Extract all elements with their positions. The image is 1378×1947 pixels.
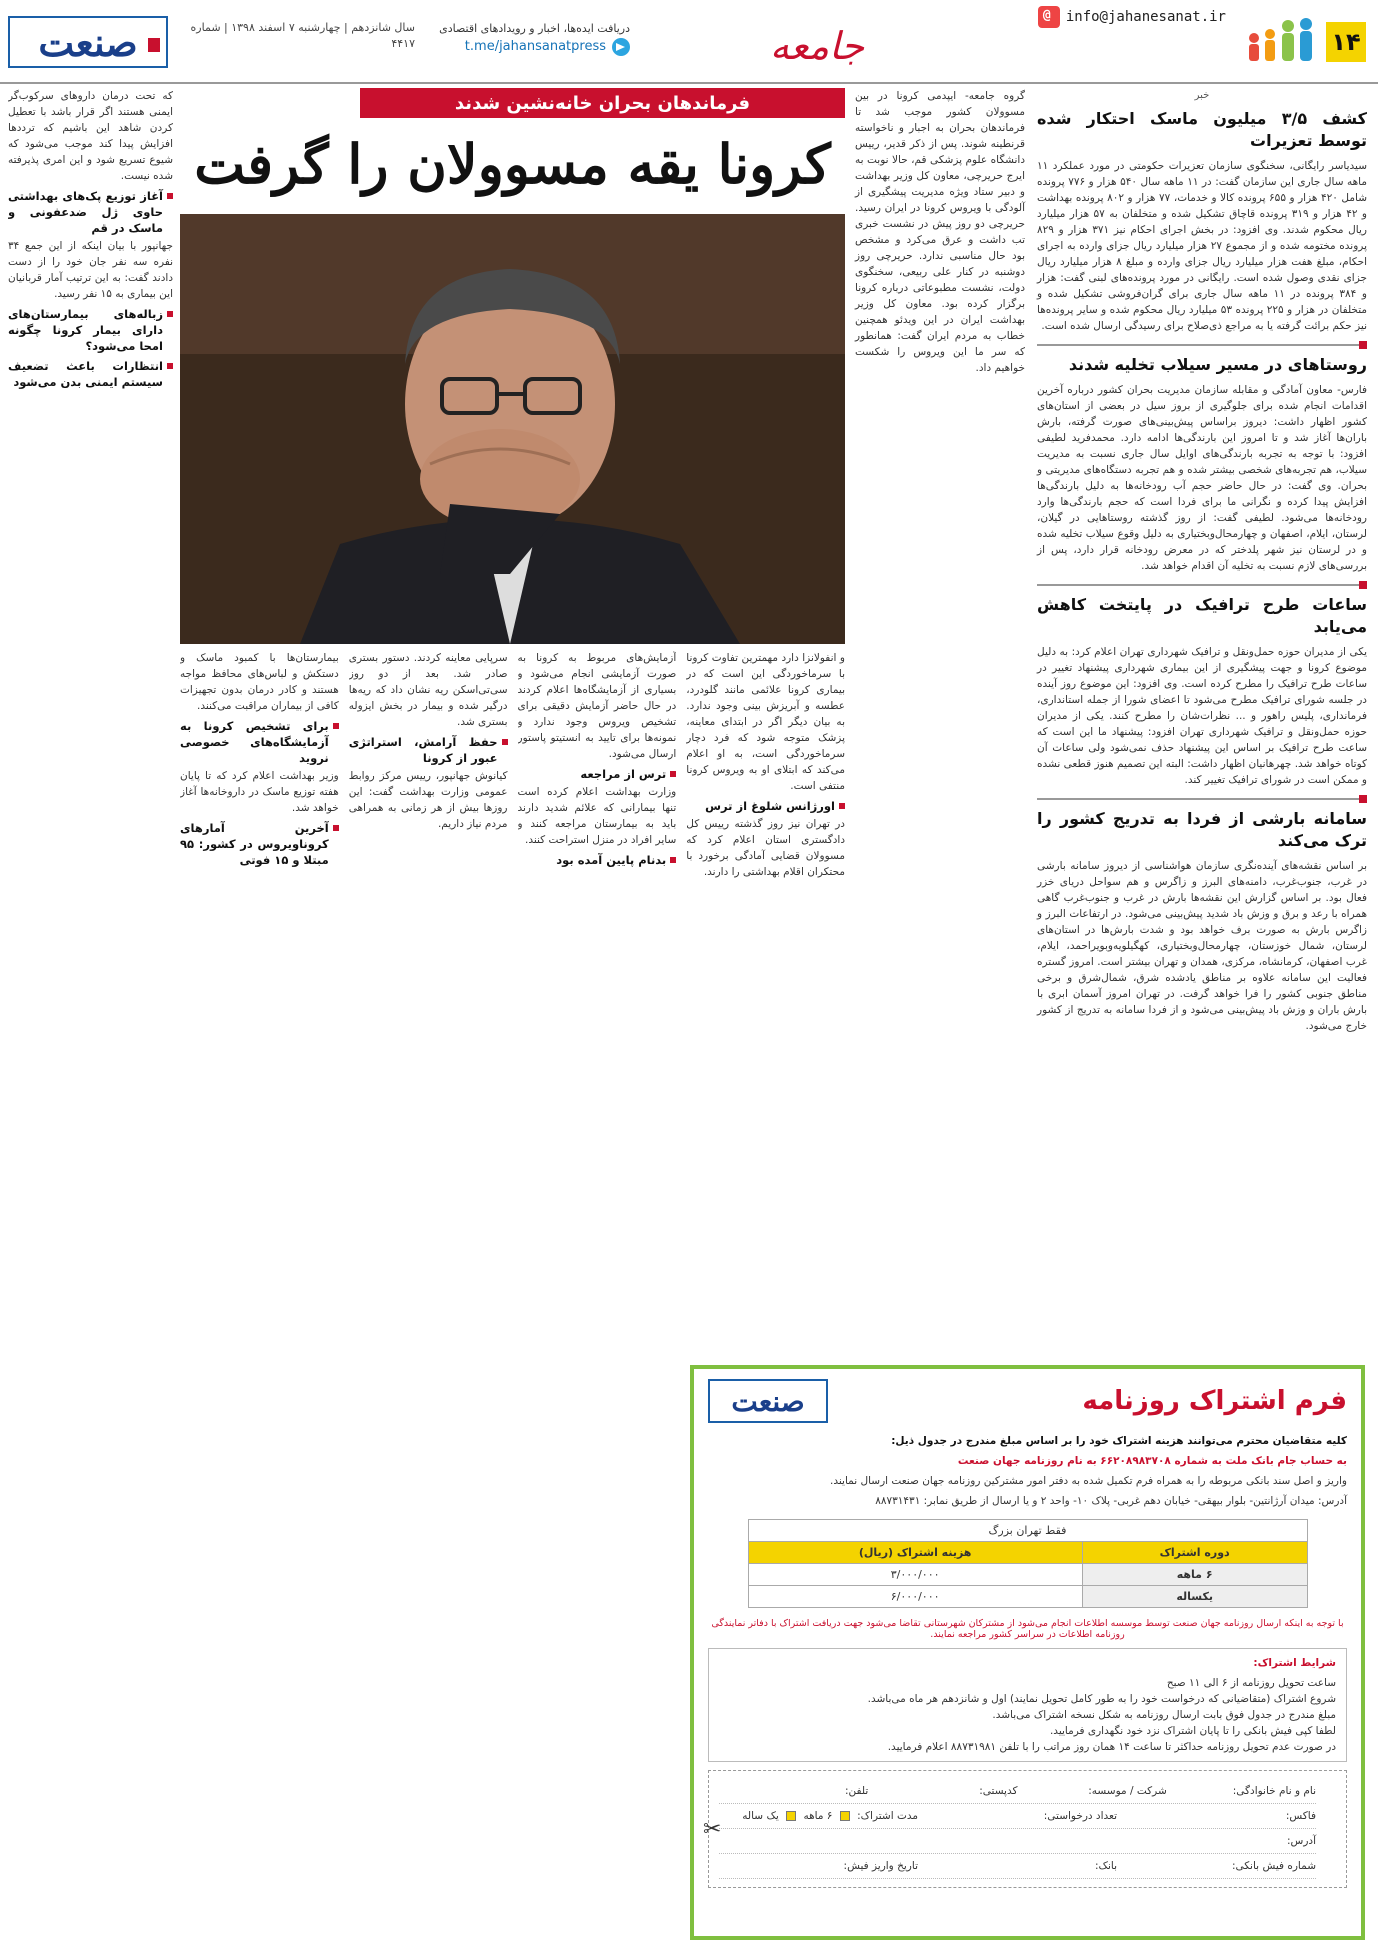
story-paragraph: در تهران نیز روز گذشته رییس کل دادگستری استان اعلام کرد که مسوولان قضایی آمادگی برخورد با محتکران اقلام بهداشتی را دارند. (686, 818, 845, 878)
main-story-kicker: فرماندهان بحران خانه‌نشین شدند (360, 88, 845, 118)
subscription-intro (708, 1433, 1347, 1449)
divider (1037, 798, 1367, 800)
story-subhead: آخرین آمارهای کروناویروس در کشور: ۹۵ مبتلا و ۱۵ فوتی (180, 820, 339, 868)
brief-kicker: خبر (1194, 90, 1210, 101)
bank-field[interactable]: بانک: (1095, 1860, 1117, 1872)
intro-text: کلیه متقاضیان محترم می‌توانند هزینه اشتراک خود را بر اساس مبلغ مندرج در جدول ذیل: (891, 1435, 1347, 1447)
duration-field[interactable] (719, 1810, 918, 1822)
story-paragraph: وزارت بهداشت اعلام کرده است تنها بیمارانی که علائم شدید دارند باید به بیمارستان مراجعه کنند و سایر افراد در منزل استراحت کنند. (517, 786, 677, 846)
page-number: ۱۴ (1326, 22, 1366, 62)
subscriber-fields (703, 1770, 1347, 1888)
duration-label: مدت اشتراک: (857, 1810, 918, 1822)
one-year-checkbox[interactable] (786, 1811, 796, 1821)
table-row (748, 1564, 1307, 1586)
postal-code-field[interactable]: کدپستی: (979, 1785, 1018, 1797)
quantity-field[interactable]: تعداد درخواستی: (1043, 1810, 1117, 1822)
scissors-icon: ✂ (703, 1817, 722, 1843)
telegram-icon (612, 38, 630, 56)
table-row (748, 1586, 1307, 1608)
story-subhead: حفظ آرامش، استراتژی عبور از کرونا (349, 734, 508, 766)
mailing-address: آدرس: میدان آرژانتین- بلوار بیهقی- خیابان دهم غربی- پلاک ۱۰- واحد ۲ و یا ارسال از طریق نمابر: ۸۸۷۳۱۴۳۱ (875, 1495, 1347, 1507)
newspaper-logo (8, 16, 168, 68)
field-row (719, 1804, 1316, 1829)
condition-item: ساعت تحویل روزنامه از ۶ الی ۱۱ صبح (1166, 1677, 1336, 1689)
brief-body: بر اساس نقشه‌های آینده‌نگری سازمان هواشناسی از دیروز سامانه بارشی در غرب، جنوب‌غرب، دامنه‌های البرز و زاگرس و هم ‌سواحل دریای خزر فعال بود. بر اساس گزارش این نقشه‌ها بارش در غرب و جنوب‌غرب گاهی همراه با رعد و برق و وزش باد شدید پیش‌بینی می‌شود. در ارتفاعات البرز و زاگرس بارش به صورت برف خواهد بود و شدت بارش‌ها در استان‌های لرستان، شمال خوزستان، چهارمحال‌وبختیاری، کهگیلویه‌وبویراحمد، ایلام، غرب اصفهان، کرمانشاه، مرکزی، همدان و تهران بیشتر است. امروز گستره فعالیت این سامانه علاوه بر مناطق یادشده شرق، شمال‌شرق و برخی مناطق جنوبی کشور را فرا خواهد گرفت. در تهران امروز آسمان ابری با بارش باران و وزش باد پیش‌بینی می‌شود و از فردا سامانه به تدریج از کشور خارج می‌شود. (1037, 860, 1367, 1032)
table-label: فقط تهران بزرگ (748, 1520, 1307, 1542)
official-portrait-image (180, 214, 845, 644)
story-paragraph: آزمایش‌های مربوط به کرونا به صورت آزمایشی انجام می‌شود و بسیاری از آزمایشگاه‌ها اعلام کردند در حال حاضر آزمایش دقیقی برای تشخیص ویروس وجود ندارد و نمونه‌ها برای تایید به انستیتو پاستور ارسال می‌شود. (517, 652, 677, 760)
name-field[interactable]: نام و نام خانوادگی: (1232, 1785, 1316, 1797)
main-story-body (180, 650, 845, 1450)
conditions-title: شرایط اشتراک: (1253, 1657, 1336, 1669)
story-subhead: بدنام پایین آمده بود (518, 852, 677, 868)
channel-info (430, 20, 630, 56)
brief-title: روستاهای در مسیر سیلاب تخلیه شدند (1068, 355, 1367, 374)
story-paragraph: کیانوش جهانپور، رییس مرکز روابط عمومی وزارت بهداشت گفت: این روزها بیش از هر زمانی به همراهی مردم نیاز داریم. (348, 770, 508, 830)
phone-field[interactable]: تلفن: (845, 1785, 869, 1797)
brief-title: کشف ۳/۵ میلیون ماسک احتکار شده توسط تعزیرات (1037, 109, 1367, 150)
story-paragraph: که تحت درمان داروهای سرکوب‌گر ایمنی هستند اگر قرار باشد با تعطیل کردن شاهد این باشیم که تردد‌ها افزایش پیدا کند موجب می‌شود که شیوع تسریع شود و این امری پذیرفته شده نیست. (8, 90, 173, 182)
condition-item: در صورت عدم تحویل روزنامه حداکثر تا ساعت ۱۴ همان روز مراتب را با تلفن ۸۸۷۳۱۹۸۱ اعلام فرمایید. (887, 1741, 1336, 1753)
divider (1037, 584, 1367, 586)
story-subhead: اورژانس شلوغ از ترس (686, 798, 845, 814)
subscription-title: فرم اشتراک روزنامه (1082, 1386, 1347, 1416)
conditions-box (708, 1648, 1347, 1762)
section-title: جامعه (770, 24, 865, 68)
story-column (518, 650, 677, 1450)
column-header: هزینه اشتراک (ریال) (748, 1542, 1082, 1564)
story-subhead: زباله‌های بیمارستان‌های دارای بیمار کرونا چگونه امحا می‌شود؟ (8, 306, 173, 354)
family-icon (1240, 14, 1320, 70)
company-field[interactable]: شرکت / موسسه: (1088, 1785, 1167, 1797)
story-column (180, 650, 339, 1450)
field-row (719, 1854, 1316, 1879)
issue-info: سال شانزدهم | چهارشنبه ۷ اسفند ۱۳۹۸ | شماره ۴۴۱۷ (190, 21, 415, 50)
brief-title: سامانه بارشی از فردا به تدریج کشور را ترک می‌کند (1037, 809, 1367, 850)
email-contact[interactable] (1038, 6, 1226, 28)
continuation-column (8, 88, 173, 1938)
channel-caption: دریافت ایده‌ها، اخبار و رویدادهای اقتصادی (439, 22, 630, 35)
news-briefs-column (1037, 88, 1367, 1044)
fax-field[interactable]: فاکس: (1285, 1810, 1316, 1822)
main-story-lead: گروه جامعه- ایپدمی کرونا در بین مسوولان کشور موجب شد تا فرماندهان بحران به اجبار و ناخواسته قرنطینه شوند. پس از ذکر قدیر، رییس دانشگاه علوم پزشکی قم، حالا نوبت به ایرج حریرچی، معاون کل وزیر بهداشت و دبیر ستاد ویژه مدیریت پیشگیری از آلودگی با ویروس کرونا در ایران رسید. حریرچی دو روز پیش در نشست خبری تب داشت و عرق می‌کرد و مشخص بود حال مناسبی ندارد. حریرچی روز دوشنبه در کنار علی ربیعی، سخنگوی دولت، نشست مطبوعاتی درباره کرونا برگزار کرده بود. معاون کل وزیر بهداشت ایران در این ویدئو همچنین خطاب به مردم ایران گفت: همانطور که سر ما این ویروس را شکست خواهیم داد. (855, 90, 1025, 374)
condition-item: لطفا کپی فیش بانکی را تا پایان اشتراک نزد خود نگهداری فرمایید. (1049, 1725, 1336, 1737)
story-paragraph: بیمارستان‌ها با کمبود ماسک و دستکش و لباس‌های محافظ مواجه هستند و کادر درمان بدون تجهیزات کافی از بیماران مراقبت می‌کنند. (180, 652, 339, 712)
page-header (0, 0, 1378, 84)
logo-text: صنعت (38, 19, 138, 65)
column-header: دوره اشتراک (1082, 1542, 1307, 1564)
six-month-label: ۶ ماهه (803, 1810, 833, 1822)
subscription-form (690, 1365, 1365, 1940)
brief-body: سیدیاسر رایگانی، سخنگوی سازمان تعزیرات حکومتی در مورد عملکرد ۱۱ ماهه سال جاری این سازمان گفت: در ۱۱ ماهه سال ۵۴۰ هزار و ۷۷۶ پرونده شامل ۴۲۰ هزار و ۶۵۵ پرونده کالا و خدمات، ۷۷ هزار و ۸۰۲ پرونده بهداشت و ۴۲ هزار و ۳۱۹ پرونده قاچاق تشکیل شده و متخلفان به ۵۷ هزار میلیارد ریال محکوم شدند. وی افزود: در بخش اجرای احکام نیز ۳۷۱ هزار و ۸۲۹ پرونده مختومه شده و از مجموع ۲۷ هزار میلیارد ریال جزای وارده به اجرای احکام، مبلغ هفت هزار میلیارد ریال جزای وارده و مبلغ ۸ هزار میلیارد ریال جزای نقدی وصول شده است. رایگانی در مورد پرونده‌های لبنی گفت: هزار و ۳۸۴ پرونده در ۱۱ ماهه سال جاری برای گران‌فروشی تشکیل شده و متخلفان در هزار و ۲۲۵ پرونده ۵۳ میلیارد ریال محکوم شده و سایر پرونده‌ها نیز حکم برائت گرفته یا به مراجع ذی‌صلاح برای رسیدگی ارسال شده است. (1037, 160, 1367, 332)
story-paragraph: جهانپور با بیان اینکه از این جمع ۳۴ نفره سه نفر جان خود را از دست دادند گفت: به این ترتیب آمار قربانیان این بیماری به ۱۵ نفر رسید. (8, 240, 173, 300)
story-column (349, 650, 508, 1450)
brief-title: ساعات طرح ترافیک در پایتخت کاهش می‌یابد (1037, 595, 1367, 636)
account-info: به حساب جام بانک ملت به شماره ۶۶۲۰۸۹۸۳۷۰۸ به نام روزنامه جهان صنعت (957, 1455, 1347, 1467)
provincial-note: با توجه به اینکه ارسال روزنامه جهان صنعت توسط موسسه اطلاعات انجام می‌شود از مشترکان شهرستانی تقاضا می‌شود جهت دریافت اشتراک با دفاتر نمایندگی روزنامه اطلاعات در سراسر کشور مراجعه نمایند. (711, 1618, 1344, 1640)
field-row (719, 1829, 1316, 1854)
address-field[interactable]: آدرس: (1286, 1835, 1316, 1847)
story-subhead: برای تشخیص کرونا به آزمایشگاه‌های خصوصی نروید (180, 718, 339, 766)
story-paragraph: وزیر بهداشت اعلام کرد که تا پایان هفته توزیع ماسک در داروخانه‌ها آغاز خواهد شد. (180, 770, 339, 814)
instructions: واریز و اصل سند بانکی مربوطه را به همراه فرم تکمیل شده به دفتر امور مشترکین روزنامه جهان صنعت ارسال نمایند. (830, 1475, 1347, 1487)
story-column (686, 650, 845, 1450)
table-cell: یکساله (1082, 1586, 1307, 1608)
condition-item: مبلغ مندرج در جدول فوق بابت ارسال روزنامه به شکل نسخه اشتراک می‌باشد. (992, 1709, 1336, 1721)
deposit-date-field[interactable]: تاریخ واریز فیش: (843, 1860, 918, 1872)
receipt-number-field[interactable]: شماره فیش بانکی: (1231, 1860, 1316, 1872)
divider (1037, 344, 1367, 346)
story-subhead: ترس از مراجعه (518, 766, 677, 782)
story-paragraph: سرپایی معاینه کردند. دستور بستری صادر شد. بعد از دو روز سی‌تی‌اسکن ریه نشان داد که ریه‌ها درگیر شده و بیمار در بخش ایزوله بستری شد. (348, 652, 508, 728)
main-story-title: کرونا یقه مسوولان را گرفت (194, 132, 831, 196)
email-icon (1038, 6, 1060, 28)
email-address: info@jahanesanat.ir (1065, 9, 1226, 25)
table-cell: ۳/۰۰۰/۰۰۰ (748, 1564, 1082, 1586)
subscription-header (708, 1379, 1347, 1423)
table-cell: ۶/۰۰۰/۰۰۰ (748, 1586, 1082, 1608)
subscription-logo: صنعت (708, 1379, 828, 1423)
main-story-photo (180, 214, 845, 644)
story-subhead: انتظارات باعث تضعیف سیستم ایمنی بدن می‌شود (8, 358, 173, 390)
telegram-link[interactable] (430, 38, 630, 56)
story-subhead: آغاز توزیع پک‌های بهداشتی حاوی ژل ضدعفونی و ماسک در قم (8, 188, 173, 236)
condition-item: شروع اشتراک (متقاضیانی که درخواست خود را به طور کامل تحویل نمایند) اول و شانزدهم هر ماه می‌باشد. (867, 1693, 1336, 1705)
telegram-url: t.me/jahansanatpress (464, 39, 606, 54)
field-row (719, 1779, 1316, 1804)
brief-body: یکی از مدیران حوزه حمل‌ونقل و ترافیک شهرداری تهران اعلام کرد: به دلیل موضوع کرونا و جهت پیشگیری از این بیماری شهرداری پیشنهاد تغییر در ساعات طرح ترافیک را مطرح کرده است. وی افزود: این موضوع روز آینده در جلسه شورای ترافیک مطرح می‌شود تا اعضای شورا از جمله استانداری، فرمانداری، پلیس راهور و ... نظرات‌شان را مطرح کنند. یکی از مدیران حوزه حمل‌ونقل و ترافیک شهرداری تهران افزود: پیشنهاد ما این است که ساعت طرح ترافیک بر اساس این پیشنهاد حذف نمی‌شود ولی ساعات آن کوتاه خواهد شد. چهرهانیان اظهار داشت: البته این تصمیم هنوز قطعی نشده و ممکن است در شورای ترافیک تغییر کند. (1037, 646, 1367, 786)
story-paragraph: و انفولانزا دارد مهمترین تفاوت کرونا با سرماخوردگی این است که در بیماری کرونا علائمی مانند گلودرد، عطسه و آبریزش بینی وجود ندارد. به بیان دیگر اگر در ابتدای معاینه، پزشک متوجه شود که فرد دچار سرماخوردگی است، به او اعلام می‌کند که ابتلای او به ویروس کرونا منتفی است. (686, 652, 845, 792)
six-month-checkbox[interactable] (840, 1811, 850, 1821)
brief-body: فارس- معاون آمادگی و مقابله سازمان مدیریت بحران کشور درباره آخرین اقدامات انجام شده برای جلوگیری از بروز سیل در بعضی از استان‌های کشور اظهار داشت: دیروز براساس پیش‌بینی‌های صورت گرفته، بارش باران‌ها آغاز شد و تا امروز این بارندگی‌ها ادامه دارد. محمدفرید لطیفی افزود: با توجه به تجربه بارندگی‌های اوایل سال جاری نسبت به مدیریت سیلاب، هم تجربه‌های شخصی بیشتر شده و هم تجربه دستگاه‌های مدیریتی و بحران. وی گفت: در حال حاضر حجم آب رودخانه‌ها به دلیل بارندگی‌ها افزایش پیدا کرده و نگرانی ما برای فردا است که حجم بارندگی‌ها وارد رودخانه‌ها می‌شود. لطیفی گفت: از روز گذشته روستاهایی در گیلان، لرستان، ایلام، اصفهان و چهارمحال‌وبختیاری به دلیل وقوع سیلاب تخلیه شده و در لرستان نیز شهر پلدختر که در معرض رودخانه قرار دارد، پس از بررسی‌های لازم نسبت به تخلیه آن اقدام خواهد شد. (1037, 384, 1367, 572)
logo-mark-icon (148, 38, 160, 52)
one-year-label: یک ساله (742, 1810, 779, 1822)
pricing-table (748, 1519, 1308, 1608)
table-cell: ۶ ماهه (1082, 1564, 1307, 1586)
